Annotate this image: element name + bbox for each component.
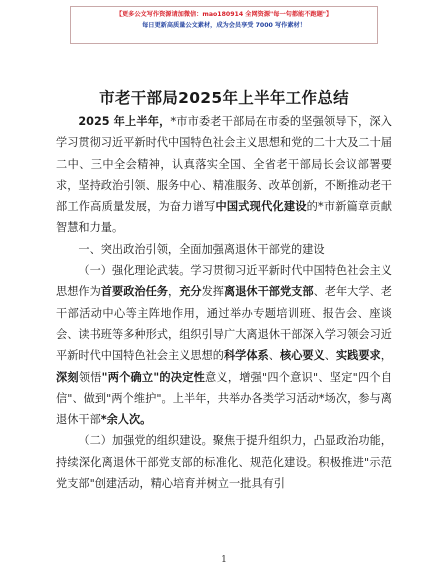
para1-run: 、 <box>324 349 336 363</box>
para1-run: 充分 <box>179 285 202 299</box>
promo-line-2: 每日更新高质量公文素材，成为会员享受 7000 写作素材！ <box>142 22 306 29</box>
section-1-heading: 一、突出政治引领，全面加强离退休干部党的建设 <box>78 242 325 256</box>
intro-run: 中国式现代化建设 <box>215 200 307 214</box>
paragraph-theory <box>56 260 392 430</box>
para1-run: ， <box>167 285 180 299</box>
para1-run: 领悟 <box>78 370 102 384</box>
para1-run: ， <box>380 349 392 363</box>
para1-run: 发挥 <box>201 285 224 299</box>
document-body <box>56 111 392 494</box>
para1-run: 意义，增强"四个意识"、坚定"四个自信"、做到"两个维护"。上半年，共举办各类学习活动*场次，参与离退休干部 <box>56 370 392 427</box>
para1-run: 、 <box>268 349 280 363</box>
para1-run: 实践要求 <box>335 349 381 363</box>
intro-run: 2025 年上半年， <box>78 115 171 128</box>
page-number: 1 <box>221 555 227 565</box>
promo-banner <box>70 6 378 44</box>
para1-run: 科学体系 <box>223 349 269 363</box>
intro-paragraph <box>56 111 392 239</box>
intro-run: *市市委老干部局在市委的坚强领导下，深入学习贯彻习近平新时代中国特色社会主义思想和党的二十大及二十届二中、三中全会精神，认真落实全国、全省老干部局长会议部署要求，坚持政治引领、服务中心、精准服务、改革创新，不断推动老干部工作高质量发展，为奋力谱写 <box>56 115 392 214</box>
para1-run: "两个确立"的决定性 <box>101 370 206 384</box>
para1-run: 、老年大学、老干部活动中心等主阵地作用，通过举办专题培训班、报告会、座谈会、读书班等多种形式，组织引导广大离退休干部深入学习领会习近平新时代中国特色社会主义思想的 <box>56 285 392 363</box>
para1-run: （一）强化理论武装。学习贯彻习近平新时代中国特色社会主义思想作为 <box>56 264 392 299</box>
para1-run: 深刻 <box>56 370 79 384</box>
promo-line-1: 【更多公文写作资源请加微信：mao180914 全网资源"每一句都能不跑题"】 <box>115 11 333 18</box>
paragraph-organization: （二）加强党的组织建设。聚焦于提升组织力，凸显政治功能，持续深化离退休干部党支部的标准化、规范化建设。积极推进"示范党支部"创建活动，精心培育并树立一批具有引 <box>56 434 392 491</box>
para1-run: *余人次。 <box>100 413 152 427</box>
document-title: 市老干部局2025年上半年工作总结 <box>99 89 349 107</box>
intro-run: 的*市新篇章贡献智慧和力量。 <box>56 200 392 235</box>
para1-run: 核心要义 <box>279 349 325 363</box>
para1-run: 首要政治任务 <box>100 285 168 299</box>
para1-run: 离退休干部党支部 <box>224 285 314 299</box>
